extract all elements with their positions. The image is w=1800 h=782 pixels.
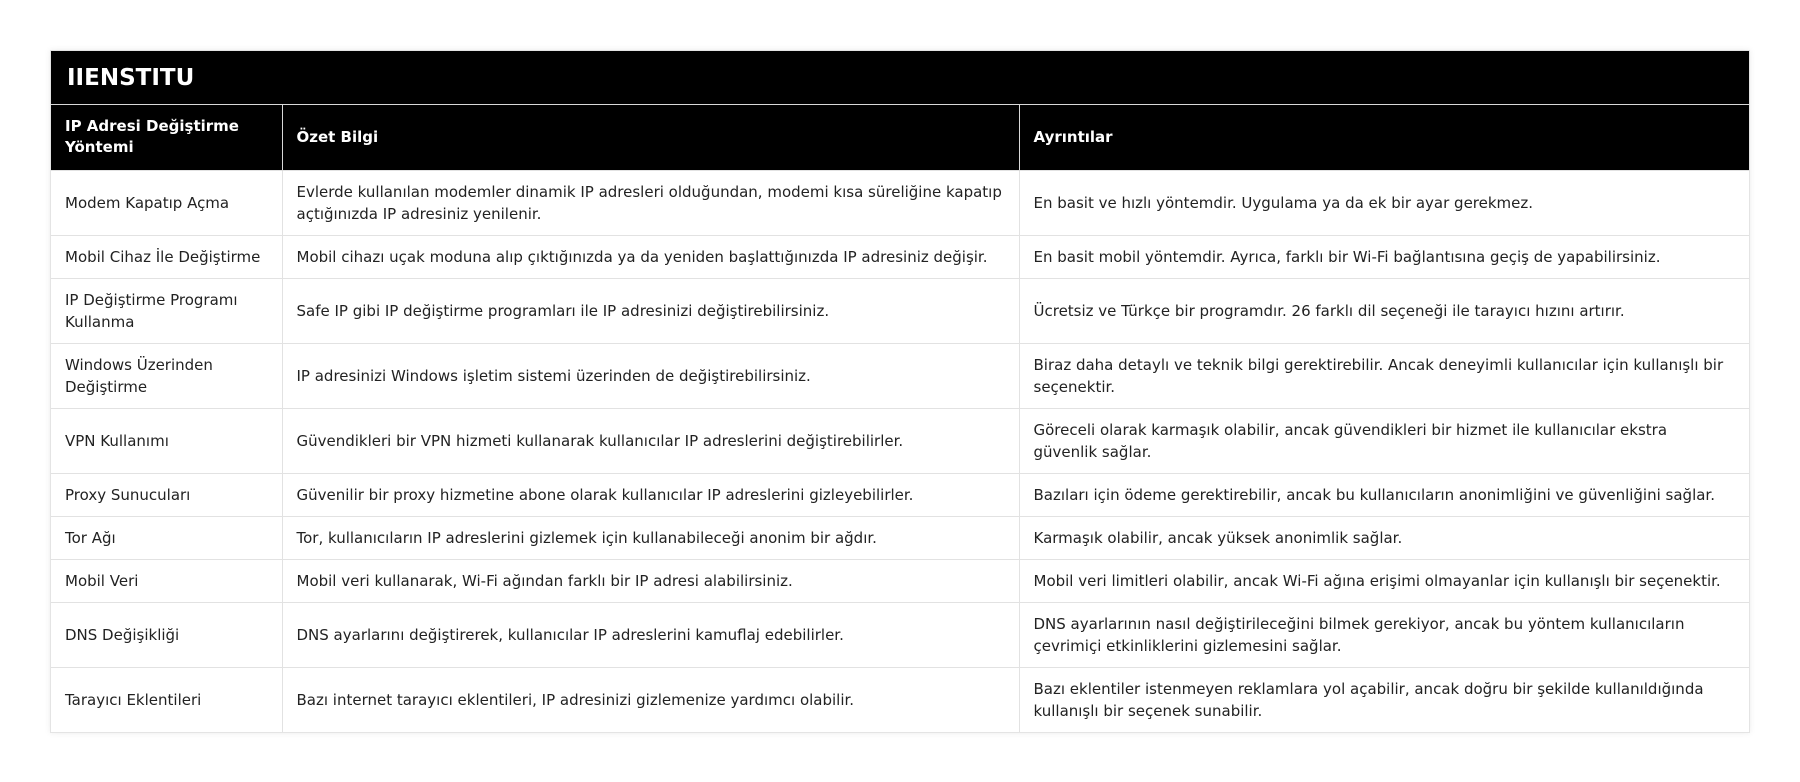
table-row bbox=[51, 559, 1749, 602]
cell-method: Mobil Cihaz İle Değiştirme bbox=[51, 235, 282, 278]
cell-summary: Safe IP gibi IP değiştirme programları ile IP adresinizi değiştirebilirsiniz. bbox=[282, 278, 1019, 343]
cell-details: Bazıları için ödeme gerektirebilir, ancak bu kullanıcıların anonimliğini ve güvenliğini sağlar. bbox=[1019, 473, 1749, 516]
table-body bbox=[51, 170, 1749, 732]
table-row bbox=[51, 170, 1749, 235]
table-row bbox=[51, 667, 1749, 732]
table-container bbox=[50, 50, 1750, 733]
cell-method: Mobil Veri bbox=[51, 559, 282, 602]
cell-method: VPN Kullanımı bbox=[51, 408, 282, 473]
cell-details: En basit mobil yöntemdir. Ayrıca, farklı bir Wi-Fi bağlantısına geçiş de yapabilirsiniz. bbox=[1019, 235, 1749, 278]
cell-method: IP Değiştirme Programı Kullanma bbox=[51, 278, 282, 343]
table-row bbox=[51, 343, 1749, 408]
cell-details: DNS ayarlarının nasıl değiştirileceğini bilmek gerekiyor, ancak bu yöntem kullanıcıların çevrimiçi etkinliklerini gizlemesini sağlar. bbox=[1019, 602, 1749, 667]
cell-details: Mobil veri limitleri olabilir, ancak Wi-Fi ağına erişimi olmayanlar için kullanışlı bir seçenektir. bbox=[1019, 559, 1749, 602]
cell-method: Tor Ağı bbox=[51, 516, 282, 559]
cell-summary: Güvendikleri bir VPN hizmeti kullanarak kullanıcılar IP adreslerini değiştirebilirler. bbox=[282, 408, 1019, 473]
column-header-summary: Özet Bilgi bbox=[282, 105, 1019, 170]
table-header bbox=[51, 105, 1749, 170]
cell-details: Biraz daha detaylı ve teknik bilgi gerektirebilir. Ancak deneyimli kullanıcılar için kullanışlı bir seçenektir. bbox=[1019, 343, 1749, 408]
table-title: IIENSTITU bbox=[51, 51, 1749, 105]
table-row bbox=[51, 278, 1749, 343]
cell-details: Bazı eklentiler istenmeyen reklamlara yol açabilir, ancak doğru bir şekilde kullanıldığında kullanışlı bir seçenek sunabilir. bbox=[1019, 667, 1749, 732]
table-row bbox=[51, 473, 1749, 516]
ip-methods-table bbox=[51, 105, 1749, 732]
cell-summary: Mobil veri kullanarak, Wi-Fi ağından farklı bir IP adresi alabilirsiniz. bbox=[282, 559, 1019, 602]
cell-method: Windows Üzerinden Değiştirme bbox=[51, 343, 282, 408]
cell-method: Modem Kapatıp Açma bbox=[51, 170, 282, 235]
column-header-details: Ayrıntılar bbox=[1019, 105, 1749, 170]
cell-method: Proxy Sunucuları bbox=[51, 473, 282, 516]
cell-summary: Tor, kullanıcıların IP adreslerini gizlemek için kullanabileceği anonim bir ağdır. bbox=[282, 516, 1019, 559]
table-row bbox=[51, 516, 1749, 559]
cell-details: Ücretsiz ve Türkçe bir programdır. 26 farklı dil seçeneği ile tarayıcı hızını artırır. bbox=[1019, 278, 1749, 343]
cell-summary: Mobil cihazı uçak moduna alıp çıktığınızda ya da yeniden başlattığınızda IP adresiniz değişir. bbox=[282, 235, 1019, 278]
cell-summary: Evlerde kullanılan modemler dinamik IP adresleri olduğundan, modemi kısa süreliğine kapatıp açtığınızda IP adresiniz yenilenir. bbox=[282, 170, 1019, 235]
cell-method: DNS Değişikliği bbox=[51, 602, 282, 667]
table-row bbox=[51, 235, 1749, 278]
cell-method: Tarayıcı Eklentileri bbox=[51, 667, 282, 732]
column-header-method: IP Adresi Değiştirme Yöntemi bbox=[51, 105, 282, 170]
cell-summary: IP adresinizi Windows işletim sistemi üzerinden de değiştirebilirsiniz. bbox=[282, 343, 1019, 408]
cell-summary: Güvenilir bir proxy hizmetine abone olarak kullanıcılar IP adreslerini gizleyebilirler. bbox=[282, 473, 1019, 516]
cell-details: Göreceli olarak karmaşık olabilir, ancak güvendikleri bir hizmet ile kullanıcılar ekstra güvenlik sağlar. bbox=[1019, 408, 1749, 473]
table-row bbox=[51, 602, 1749, 667]
table-row bbox=[51, 408, 1749, 473]
cell-summary: Bazı internet tarayıcı eklentileri, IP adresinizi gizlemenize yardımcı olabilir. bbox=[282, 667, 1019, 732]
cell-details: Karmaşık olabilir, ancak yüksek anonimlik sağlar. bbox=[1019, 516, 1749, 559]
cell-summary: DNS ayarlarını değiştirerek, kullanıcılar IP adreslerini kamuflaj edebilirler. bbox=[282, 602, 1019, 667]
cell-details: En basit ve hızlı yöntemdir. Uygulama ya da ek bir ayar gerekmez. bbox=[1019, 170, 1749, 235]
header-row bbox=[51, 105, 1749, 170]
